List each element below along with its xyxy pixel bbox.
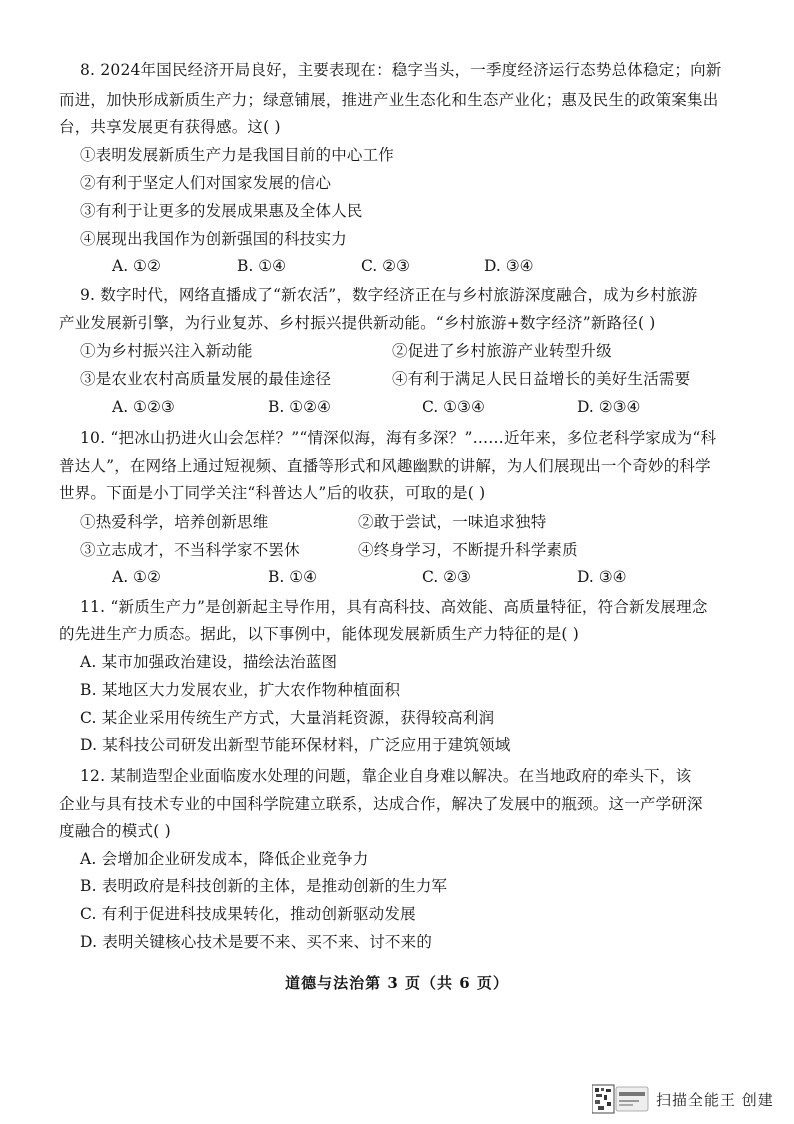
q10-choice-a: A. ①② [112, 568, 161, 586]
q12-stem-line-1: 12. 某制造型企业面临废水处理的问题，靠企业自身难以解决。在当地政府的牵头下，该 [80, 767, 692, 785]
scanner-watermark [592, 1082, 774, 1116]
q8-statement-1: ①表明发展新质生产力是我国目前的中心工作 [80, 146, 395, 164]
q12-option-b: B. 表明政府是科技创新的主体，是推动创新的生力军 [80, 877, 448, 895]
q10-stem-line-3: 世界。下面是小丁同学关注“科普达人”后的收获，可取的是( ) [59, 484, 486, 502]
q9-choice-d: D. ②③④ [577, 398, 641, 416]
q8-choice-b: B. ①④ [237, 257, 287, 275]
q10-statement-3: ③立志成才，不当科学家不罢休 [80, 541, 300, 559]
q10-choice-b: B. ①④ [268, 568, 318, 586]
q8-statement-2: ②有利于坚定人们对国家发展的信心 [80, 174, 332, 192]
page-footer: 道德与法治第 3 页（共 6 页） [285, 974, 509, 992]
q8-stem-line-1: 8. 2024年国民经济开局良好，主要表现在：稳字当头，一季度经济运行态势总体稳定；向新 [80, 61, 722, 79]
q8-statement-3: ③有利于让更多的发展成果惠及全体人民 [80, 202, 363, 220]
q10-stem-line-1: 10. “把冰山扔进火山会怎样？”“情深似海，海有多深？”……近年来，多位老科学家成为“科 [80, 429, 717, 447]
q9-statement-4: ④有利于满足人民日益增长的美好生活需要 [392, 370, 691, 388]
q11-option-a: A. 某市加强政治建设，描绘法治蓝图 [80, 653, 338, 671]
q8-stem-line-2: 而进，加快形成新质生产力；绿意铺展，推进产业生态化和生态产业化；惠及民生的政策案集出 [59, 91, 719, 109]
q11-option-b: B. 某地区大力发展农业，扩大农作物种植面积 [80, 681, 401, 699]
q8-choice-a: A. ①② [112, 257, 161, 275]
q10-stem-line-2: 普达人”，在网络上通过短视频、直播等形式和风趣幽默的讲解，为人们展现出一个奇妙的科学 [59, 457, 711, 475]
q8-choice-c: C. ②③ [361, 257, 410, 275]
q9-choice-c: C. ①③④ [422, 398, 485, 416]
q12-option-a: A. 会增加企业研发成本，降低企业竞争力 [80, 850, 369, 868]
q10-choice-d: D. ③④ [577, 568, 627, 586]
q12-option-d: D. 表明关键核心技术是要不来、买不来、讨不来的 [80, 933, 433, 951]
q10-statement-1: ①热爱科学，培养创新思维 [80, 513, 269, 531]
q8-statement-4: ④展现出我国作为创新强国的科技实力 [80, 230, 347, 248]
q11-option-d: D. 某科技公司研发出新型节能环保材料，广泛应用于建筑领域 [80, 736, 511, 754]
watermark-text: 扫描全能王 创建 [656, 1090, 774, 1109]
q12-stem-line-2: 企业与具有技术专业的中国科学院建立联系，达成合作，解决了发展中的瓶颈。这一产学研深 [59, 795, 703, 813]
camscanner-logo-icon [592, 1084, 650, 1114]
q12-option-c: C. 有利于促进科技成果转化，推动创新驱动发展 [80, 905, 416, 923]
q12-stem-line-3: 度融合的模式( ) [59, 822, 171, 840]
q10-statement-2: ②敢于尝试，一味追求独特 [358, 513, 547, 531]
q9-statement-3: ③是农业农村高质量发展的最佳途径 [80, 370, 332, 388]
q8-choice-d: D. ③④ [484, 257, 534, 275]
q10-statement-4: ④终身学习，不断提升科学素质 [358, 541, 578, 559]
q9-stem-line-2: 产业发展新引擎，为行业复苏、乡村振兴提供新动能。“乡村旅游+数字经济”新路径( ) [59, 314, 656, 332]
q9-statement-1: ①为乡村振兴注入新动能 [80, 342, 253, 360]
q8-stem-line-3: 台，共享发展更有获得感。这( ) [59, 118, 281, 136]
q11-stem-line-2: 的先进生产力质态。据此，以下事例中，能体现发展新质生产力特征的是( ) [59, 625, 580, 643]
q10-choice-c: C. ②③ [422, 568, 471, 586]
q9-statement-2: ②促进了乡村旅游产业转型升级 [392, 342, 612, 360]
q9-choice-a: A. ①②③ [112, 398, 175, 416]
q11-stem-line-1: 11. “新质生产力”是创新起主导作用，具有高科技、高效能、高质量特征，符合新发展理念 [80, 598, 708, 616]
q11-option-c: C. 某企业采用传统生产方式，大量消耗资源，获得较高利润 [80, 709, 495, 727]
q9-choice-b: B. ①②④ [268, 398, 331, 416]
q9-stem-line-1: 9. 数字时代，网络直播成了“新农活”，数字经济正在与乡村旅游深度融合，成为乡村旅游 [80, 286, 698, 304]
